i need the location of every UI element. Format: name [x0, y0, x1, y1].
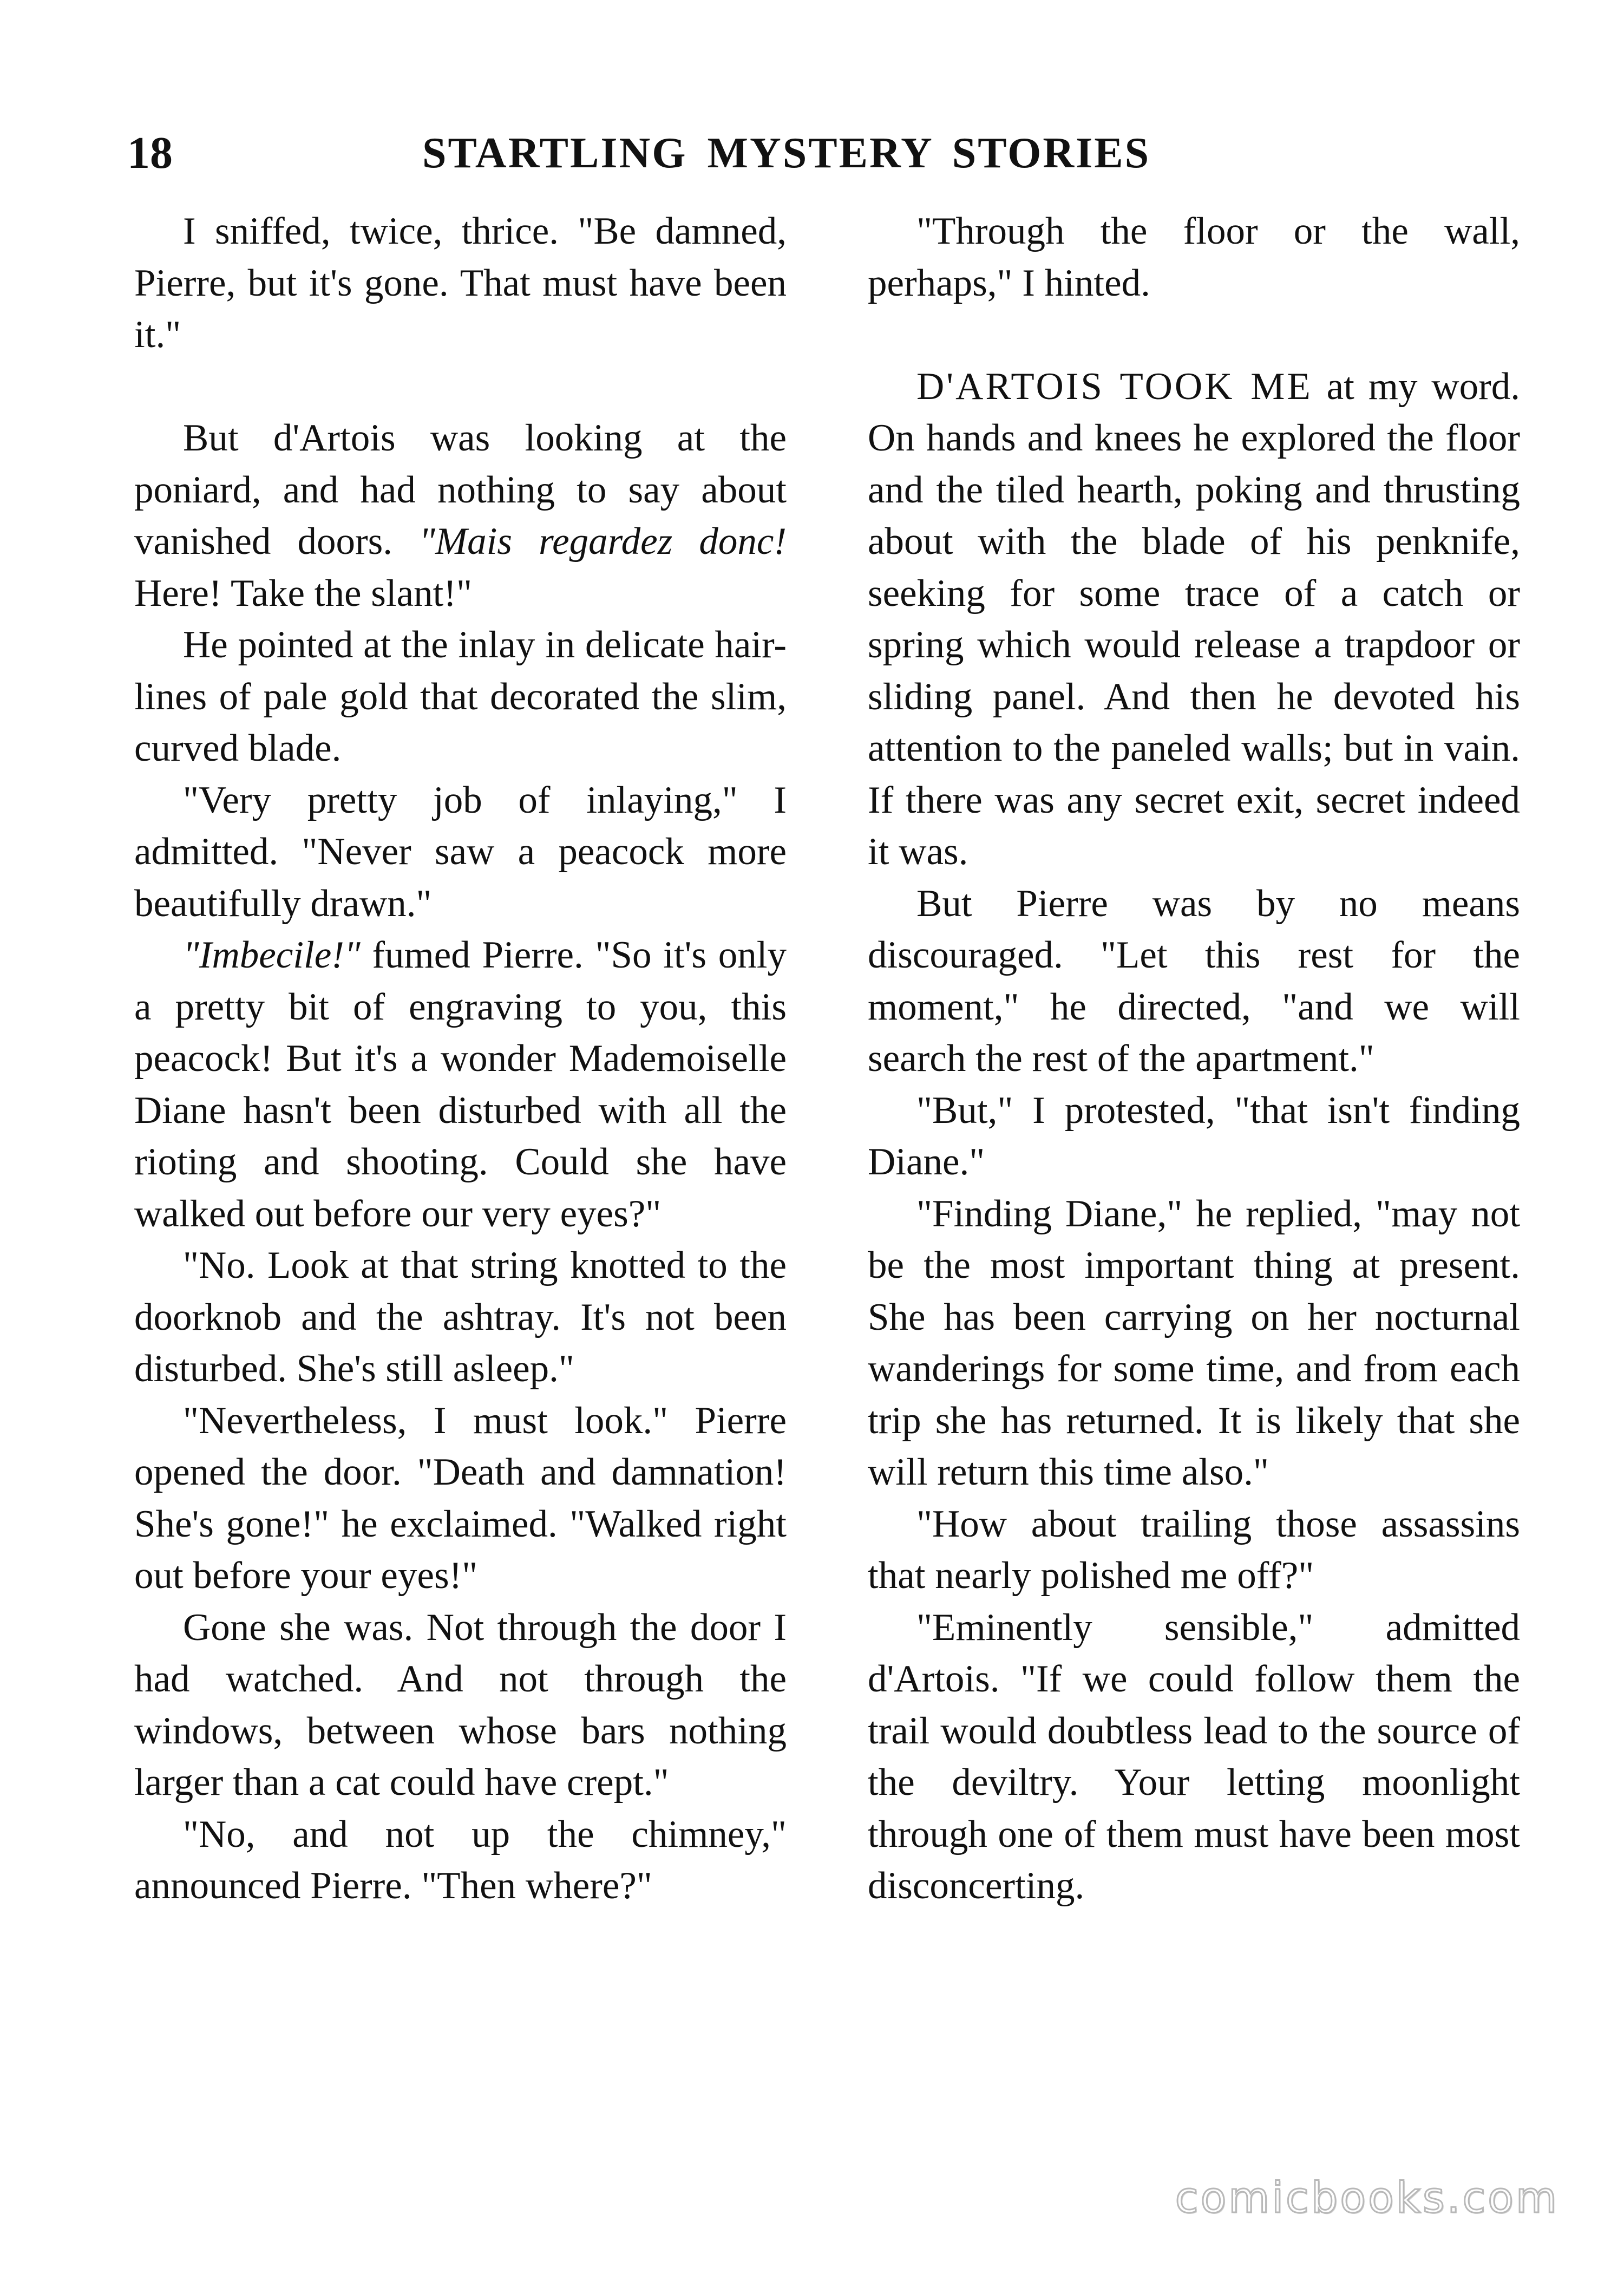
paragraph	[868, 206, 1520, 309]
paragraph-text: fumed Pierre. "So it's only a pretty bit of engraving to you, this peacock! But it's a wonder Mademoiselle Diane hasn't been disturbed with all the rioting and shooting. Could she have walked out before our very eyes?"	[134, 934, 787, 1235]
paragraph	[868, 1602, 1520, 1912]
left-column	[134, 206, 787, 1912]
paragraph-text: But Pierre was by no means discouraged. "Let this rest for the moment," he directed, "and we will search the rest of the apartment."	[868, 882, 1520, 1080]
paragraph-text: "No. Look at that string knotted to the doorknob and the ashtray. It's not been disturbed. She's still asleep."	[134, 1244, 787, 1390]
paragraph	[134, 1809, 787, 1912]
paragraph-text: But d'Artois was looking at the poniard, and had nothing to say about vanished doors.	[134, 417, 787, 563]
paragraph-text: "Nevertheless, I must look." Pierre opened the door. "Death and damnation! She's gone!" he exclaimed. "Walked right out before your eyes!"	[134, 1399, 787, 1597]
paragraph	[134, 206, 787, 361]
paragraph-text: "No, and not up the chimney," announced Pierre. "Then where?"	[134, 1813, 787, 1907]
paragraph-text: "How about trailing those assassins that nearly polished me off?"	[868, 1502, 1520, 1597]
paragraph	[868, 361, 1520, 878]
paragraph	[868, 1085, 1520, 1188]
paragraph-text: Gone she was. Not through the door I had watched. And not through the windows, between whose bars nothing larger than a cat could have crept."	[134, 1606, 787, 1803]
paragraph	[134, 930, 787, 1240]
paragraph	[134, 1602, 787, 1809]
paragraph	[134, 413, 787, 619]
page-header	[0, 123, 1624, 183]
paragraph	[868, 1499, 1520, 1602]
running-title: STARTLING MYSTERY STORIES	[422, 129, 1151, 177]
paragraph-text: Here! Take the slant!"	[134, 572, 472, 615]
right-column	[868, 206, 1520, 1912]
paragraph-text: "Very pretty job of inlaying," I admitted. "Never saw a peacock more beautifully drawn."	[134, 779, 787, 925]
french-phrase: "Imbecile!"	[183, 934, 361, 976]
watermark: comicbooks.com	[1175, 2174, 1559, 2223]
paragraph	[134, 1240, 787, 1395]
paragraph-text: He pointed at the inlay in delicate hair-lines of pale gold that decorated the slim, curved blade.	[134, 624, 787, 769]
paragraph	[868, 878, 1520, 1085]
paragraph	[868, 1188, 1520, 1499]
paragraph-text: "Eminently sensible," admitted d'Artois. "If we could follow them the trail would doubtless lead to the source of the deviltry. Your letting moonlight through one of them must have been most disconcerting.	[868, 1606, 1520, 1907]
paragraph-text: at my word. On hands and knees he explored the floor and the tiled hearth, poking and thrusting about with the blade of his penknife, seeking for some trace of a catch or spring which would release a trapdoor or sliding panel. And then he devoted his attention to the paneled walls; but in vain. If there was any secret exit, secret indeed it was.	[868, 365, 1520, 873]
paragraph	[134, 619, 787, 775]
paragraph	[134, 775, 787, 930]
section-lead-in: D'ARTOIS TOOK ME	[916, 365, 1313, 408]
page-number: 18	[127, 128, 173, 178]
paragraph-text: "Through the floor or the wall, perhaps," I hinted.	[868, 210, 1520, 304]
paragraph-text: "But," I protested, "that isn't finding Diane."	[868, 1089, 1520, 1183]
paragraph-text: "Finding Diane," he replied, "may not be the most important thing at present. She has been carrying on her nocturnal wanderings for some time, and from each trip she has returned. It is likely that she will return this time also."	[868, 1192, 1520, 1493]
paragraph	[134, 1395, 787, 1602]
french-phrase: "Mais regardez donc!	[419, 520, 787, 563]
paragraph-text: I sniffed, twice, thrice. "Be damned, Pierre, but it's gone. That must have been it."	[134, 210, 787, 356]
